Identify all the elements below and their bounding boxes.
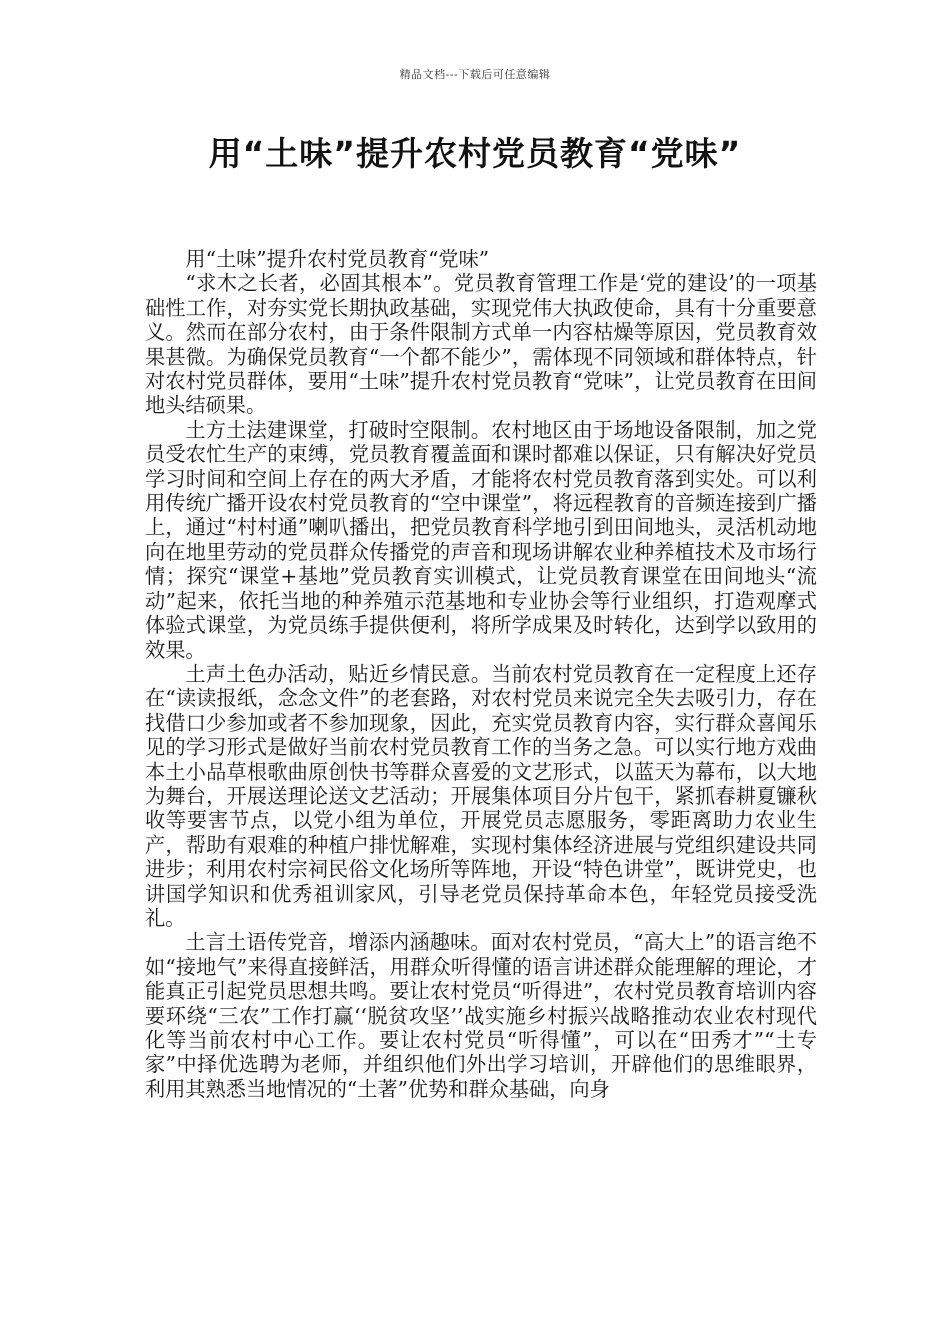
body-paragraph-subtitle: 用“土味”提升农村党员教育“党味” [185,247,490,271]
body-paragraph-activities: 土声土色办活动，贴近乡情民意。当前农村党员教育在一定程度上还存在“读读报纸，念念文件”的老套路，对农村党员来说完全失去吸引力，存在找借口少参加或者不参加现象，因此，充实党员教育内容，实行群众喜闻乐见的学习形式是做好当前农村党员教育工作的当务之急。可以实行地方戏曲本土小品草根歌曲原创快书等群众喜爱的文艺形式，以蓝天为幕布，以大地为舞台，开展送理论送文艺活动；开展集体项目分片包干，紧抓春耕夏镰秋收等要害节点，以党小组为单位，开展党员志愿服务，零距离助力农业生产，帮助有艰难的种植户排忧解难，实现村集体经济进展与党组织建设共同进步；利用农村宗祠民俗文化场所等阵地，开设“特色讲堂”，既讲党史，也讲国学知识和优秀祖训家风，引导老党员保持革命本色，年轻党员接受洗礼。 [145,661,817,930]
body-paragraph-classroom: 土方土法建课堂，打破时空限制。农村地区由于场地设备限制，加之党员受农忙生产的束缚，党员教育覆盖面和课时都难以保证，只有解决好党员学习时间和空间上存在的两大矛盾，才能将农村党员教育落到实处。可以利用传统广播开设农村党员教育的“空中课堂”，将远程教育的音频连接到广播上，通过“村村通”喇叭播出，把党员教育科学地引到田间地头，灵活机动地向在地里劳动的党员群众传播党的声音和现场讲解农业种养植技术及市场行情；探究“课堂+基地”党员教育实训模式，让党员教育课堂在田间地头“流动”起来，依托当地的种养殖示范基地和专业协会等行业组织，打造观摩式体验式课堂，为党员练手提供便利，将所学成果及时转化，达到学以致用的效果。 [145,417,817,662]
header-note: 精品文档---下载后可任意编辑 [399,68,551,81]
document-body [145,247,817,1101]
document-title: 用“土味”提升农村党员教育“党味” [208,134,742,173]
body-paragraph-language: 土言土语传党音，增添内涵趣味。面对农村党员，“高大上”的语言绝不如“接地气”来得直接鲜活，用群众听得懂的语言讲述群众能理解的理论，才能真正引起党员思想共鸣。要让农村党员“听得进”，农村党员教育培训内容要环绕“三农”工作打赢‘‘脱贫攻坚’’战实施乡村振兴战略推动农业农村现代化等当前农村中心工作。要让农村党员“听得懂”，可以在“田秀才”“土专家”中择优选聘为老师，并组织他们外出学习培训，开辟他们的思维眼界，利用其熟悉当地情况的“土著”优势和群众基础，向身 [145,930,817,1101]
body-paragraph-intro: “求木之长者，必固其根本”。党员教育管理工作是‘党的建设’的一项基础性工作，对夯实党长期执政基础，实现党伟大执政使命，具有十分重要意义。然而在部分农村，由于条件限制方式单一内容枯燥等原因，党员教育效果甚微。为确保党员教育“一个都不能少”，需体现不同领域和群体特点，针对农村党员群体，要用“土味”提升农村党员教育“党味”，让党员教育在田间地头结硕果。 [145,271,817,418]
